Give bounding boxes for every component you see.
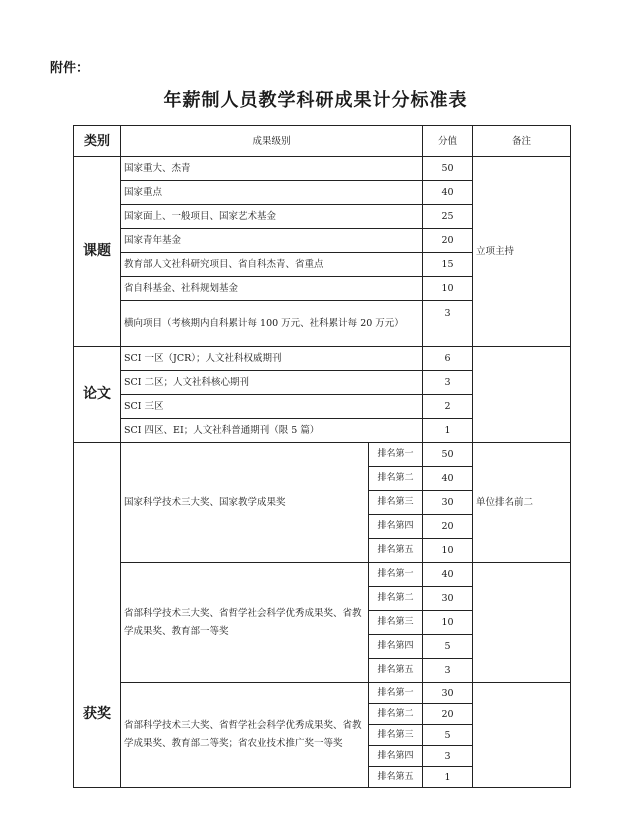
score-cell: 6 — [423, 347, 473, 371]
score-cell: 1 — [423, 419, 473, 443]
note-papers — [473, 347, 571, 443]
score-cell: 50 — [423, 157, 473, 181]
score-cell: 40 — [423, 467, 473, 491]
score-cell: 2 — [423, 395, 473, 419]
rank-cell: 排名第四 — [369, 515, 423, 539]
score-cell: 10 — [423, 539, 473, 563]
score-cell: 3 — [423, 371, 473, 395]
score-cell: 50 — [423, 443, 473, 467]
rank-cell: 排名第三 — [369, 491, 423, 515]
level-cell: 国家青年基金 — [121, 229, 423, 253]
score-cell: 3 — [423, 301, 473, 347]
level-cell: SCI 一区（JCR）；人文社科权威期刊 — [121, 347, 423, 371]
score-cell: 20 — [423, 704, 473, 725]
rank-cell: 排名第五 — [369, 659, 423, 683]
rank-cell: 排名第三 — [369, 725, 423, 746]
rank-cell: 排名第二 — [369, 704, 423, 725]
score-cell: 40 — [423, 181, 473, 205]
score-cell: 20 — [423, 515, 473, 539]
level-cell: 横向项目（考核期内自科累计每 100 万元、社科累计每 20 万元） — [121, 301, 423, 347]
level-cell: 省自科基金、社科规划基金 — [121, 277, 423, 301]
category-projects: 课题 — [74, 157, 121, 347]
page-title: 年薪制人员教学科研成果计分标准表 — [163, 90, 468, 111]
award-level-cell: 省部科学技术三大奖、省哲学社会科学优秀成果奖、省教学成果奖、教育部二等奖；省农业技术推广奖一等奖 — [121, 683, 369, 788]
score-cell: 30 — [423, 683, 473, 704]
level-cell: SCI 四区、EI；人文社科普通期刊（限 5 篇） — [121, 419, 423, 443]
table-row — [74, 443, 571, 467]
score-cell: 3 — [423, 659, 473, 683]
score-cell: 30 — [423, 587, 473, 611]
table-row — [74, 347, 571, 371]
score-cell: 30 — [423, 491, 473, 515]
score-cell: 10 — [423, 277, 473, 301]
score-cell: 15 — [423, 253, 473, 277]
table-row — [74, 157, 571, 181]
rank-cell: 排名第四 — [369, 635, 423, 659]
award-level-cell: 国家科学技术三大奖、国家教学成果奖 — [121, 443, 369, 563]
rank-cell: 排名第一 — [369, 683, 423, 704]
rank-cell: 排名第五 — [369, 767, 423, 788]
rank-cell: 排名第二 — [369, 587, 423, 611]
level-cell: SCI 二区；人文社科核心期刊 — [121, 371, 423, 395]
header-category: 类别 — [74, 126, 121, 157]
rank-cell: 排名第五 — [369, 539, 423, 563]
table-header-row — [74, 126, 571, 157]
header-score: 分值 — [423, 126, 473, 157]
award-level-cell: 省部科学技术三大奖、省哲学社会科学优秀成果奖、省教学成果奖、教育部一等奖 — [121, 563, 369, 683]
category-papers: 论文 — [74, 347, 121, 443]
level-cell: 教育部人文社科研究项目、省自科杰青、省重点 — [121, 253, 423, 277]
header-level: 成果级别 — [121, 126, 423, 157]
rank-cell: 排名第四 — [369, 746, 423, 767]
score-cell: 40 — [423, 563, 473, 587]
note-award-national: 单位排名前二 — [473, 443, 571, 563]
table-row — [74, 683, 571, 704]
score-cell: 10 — [423, 611, 473, 635]
level-cell: SCI 三区 — [121, 395, 423, 419]
level-cell: 国家面上、一般项目、国家艺术基金 — [121, 205, 423, 229]
note-award-provincial-2 — [473, 683, 571, 788]
score-cell: 20 — [423, 229, 473, 253]
rank-cell: 排名第一 — [369, 443, 423, 467]
level-cell: 国家重点 — [121, 181, 423, 205]
rank-cell: 排名第三 — [369, 611, 423, 635]
note-award-provincial-1 — [473, 563, 571, 683]
level-cell: 国家重大、杰青 — [121, 157, 423, 181]
score-cell: 5 — [423, 725, 473, 746]
note-projects: 立项主持 — [473, 157, 571, 347]
scoring-table — [73, 125, 571, 788]
rank-cell: 排名第一 — [369, 563, 423, 587]
score-cell: 1 — [423, 767, 473, 788]
score-cell: 5 — [423, 635, 473, 659]
rank-cell: 排名第二 — [369, 467, 423, 491]
header-note: 备注 — [473, 126, 571, 157]
table-row — [74, 563, 571, 587]
score-cell: 25 — [423, 205, 473, 229]
attachment-label: 附件： — [50, 61, 90, 76]
score-cell: 3 — [423, 746, 473, 767]
category-awards: 获奖 — [74, 443, 121, 788]
